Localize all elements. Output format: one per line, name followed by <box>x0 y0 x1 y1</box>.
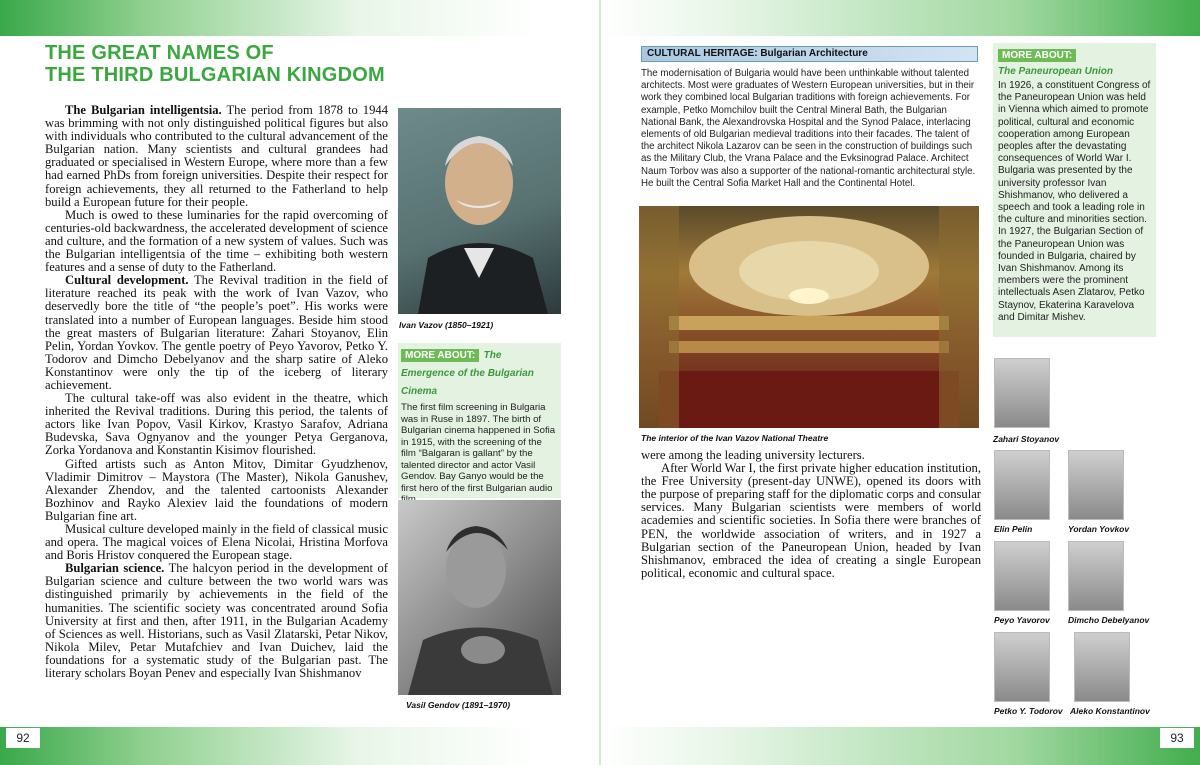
cinema-more-about-box <box>398 343 561 498</box>
page-gutter <box>599 0 601 765</box>
cinema-more-label: MORE ABOUT: <box>401 349 479 362</box>
paneuropean-more-about-box <box>993 43 1156 337</box>
page-number-right: 93 <box>1160 728 1194 748</box>
paragraph-music: Musical culture developed mainly in the field of classical music and opera. The magical voices of Elena Nicolai, Hristina Morfova and Boris Hristov conquered the European stage. <box>45 522 388 563</box>
title-line-2: THE THIRD BULGARIAN KINGDOM <box>45 64 385 86</box>
heritage-body: The modernisation of Bulgaria would have been unthinkable without talented architects. Most were graduates of Western European universities, but in their work they combined local Bulgarian traditions with foreign achievements. For example, Petko Momchilov built the Central Mineral Bath, the Bulgarian National Bank, the Alexandrovska Hospital and the Synod Palace, interlacing elements of old Bulgarian medieval traditions into their facades. The talent of the architect Nikola Lazarov can be seen in the construction of buildings such as the Military Club, the Vrana Palace and the Evksinograd Palace. Architect Naum Torbov was also a supporter of the national-romantic architectural style. He built the Central Sofia Market Hall and the Continental Hotel. <box>641 68 976 189</box>
paneuropean-more-label: MORE ABOUT: <box>998 49 1076 62</box>
lead-science: Bulgarian science. <box>65 561 165 576</box>
paneuropean-body: In 1926, a constituent Congress of the Paneuropean Union was held in Vienna which aimed to promote political, cultural and economic cooperation among European peoples after the devastating consequences of World War I. Bulgaria was presented by the university professor Ivan Shishmanov, who delivered a speech and took a leading role in the culture and minorities section. In 1927, the Bulgarian Section of the Paneuropean Union was founded in Bulgaria, chaired by Ivan Shishmanov. Among its members were the prominent intellectuals Asen Zlatarov, Petko Staynov, Ekaterina Karavelova and Dimitar Mishev. <box>998 80 1151 323</box>
page-number-left: 92 <box>6 728 40 748</box>
caption-pelin: Elin Pelin <box>994 524 1033 534</box>
gendov-caption: Vasil Gendov (1891–1970) <box>406 700 511 710</box>
right-article <box>641 449 981 580</box>
portrait-pelin <box>994 450 1050 520</box>
lead-cultural: Cultural development. <box>65 273 189 288</box>
text-science: The halcyon period in the development of Bulgarian science and culture between the two world wars was distinguished primarily by achievements in the field of the humanities. The scientific society was concentrated around Sofia University at first and then, after 1911, in the Bulgarian Academy of Sciences as well. Historians, such as Vasil Zlatarski, Petar Nikov, Nikola Milev, Petar Mutafchiev and Ivan Duichev, laid the foundations for a systematic study of the Bulgarian past. The literary scholars Boyan Penev and especially Ivan Shishmanov <box>45 561 388 681</box>
left-article <box>45 104 388 680</box>
title-line-1: THE GREAT NAMES OF <box>45 42 274 64</box>
paragraph-cultural <box>45 274 388 392</box>
theatre-caption: The interior of the Ivan Vazov National Theatre <box>641 433 829 443</box>
text-intelligentsia: The period from 1878 to 1944 was brimming with not only distinguished political figures but also with individuals who contributed to the cultural advancement of the Bulgarian nation. Many scientists and cultural grandees had graduated or specialised in Western Europe, where more than a few had earned PhDs from foreign universities. Despite their respect for foreign achievements, they all returned to the Fatherland to help build a European future for their people. <box>45 103 388 209</box>
gendov-figure <box>398 500 561 695</box>
gendov-photo <box>398 500 561 695</box>
heritage-heading: CULTURAL HERITAGE: Bulgarian Architecture <box>641 46 978 62</box>
caption-stoyanov: Zahari Stoyanov <box>993 434 1060 444</box>
caption-yovkov: Yordan Yovkov <box>1068 524 1130 534</box>
theatre-photo <box>639 206 979 428</box>
caption-konstantinov: Aleko Konstantinov <box>1070 706 1150 716</box>
portrait-konstantinov <box>1074 632 1130 702</box>
caption-todorov: Petko Y. Todorov <box>994 706 1063 716</box>
vazov-figure <box>398 108 561 314</box>
theatre-figure <box>639 206 979 428</box>
caption-debelyanov: Dimcho Debelyanov <box>1068 615 1150 625</box>
paneuropean-title: The Paneuropean Union <box>998 66 1114 77</box>
lead-intelligentsia: The Bulgarian intelligentsia. <box>65 103 222 117</box>
paragraph-lecturers: were among the leading university lecturers. <box>641 448 865 462</box>
portrait-yavorov <box>994 541 1050 611</box>
paragraph-intelligentsia <box>45 104 388 209</box>
cinema-title: The Emergence of the Bulgarian Cinema <box>401 350 534 397</box>
portrait-stoyanov <box>994 358 1050 428</box>
paragraph-free-university: After World War I, the first private higher education institution, the Free University (present-day UNWE), opened its doors with the purpose of preparing staff for the diplomatic corps and consular services. Many Bulgarian scientists were members of world academies and scientific societies. In Sofia there were branches of PEN, the worldwide association of writers, and in 1927 a Bulgarian section of the Paneuropean Union, headed by Ivan Shishmanov, embraced the idea of creating a single European political, economic and cultural space. <box>641 461 981 580</box>
caption-yavorov: Peyo Yavorov <box>994 615 1050 625</box>
vazov-photo <box>398 108 561 314</box>
portrait-yovkov <box>1068 450 1124 520</box>
cinema-body: The first film screening in Bulgaria was in Ruse in 1897. The birth of Bulgarian cinema happened in Sofia in 1915, with the screening of the film “Balgaran is gallant” by the talented director and actor Vasil Gendov. Bay Ganyo would be the first hero of the first Bulgarian audio <box>401 402 556 494</box>
vazov-caption: Ivan Vazov (1850–1921) <box>399 320 494 330</box>
paragraph-science <box>45 562 388 680</box>
paragraph-luminaries: Much is owed to these luminaries for the rapid overcoming of centuries-old backwardness, the accelerated development of science and culture, and the formation of a new system of values. Such was the Bulgarian intelligentsia of the time – exhibiting both western features and a sense of duty to the Fatherland. <box>45 207 389 275</box>
text-cultural: The Revival tradition in the field of literature reached its peak with the work of Ivan Vazov, who deservedly bore the title of “the people’s poet”. His works were translated into a number of European languages. Beside him stood the great masters of Bulgarian literature: Zahari Stoyanov, Elin Pelin, Yordan Yovkov. The gentle poetry of Peyo Yavorov, Petko Y. Todorov and Dimcho Debelyanov and the sharp satire of Aleko Konstantinov were only the tip of the iceberg of literary achievement. <box>45 273 389 392</box>
paragraph-theatre: The cultural take-off was also evident in the theatre, which inherited the Revival traditions. During this period, the talents of actors like Ivan Popov, Vasil Kirkov, Krastyo Sarafov, Adriana Budevska, Sava Ognyanov and the younger Petya Gerganova, Zorka Yordanova and Konstantin Kisimov flourished. <box>45 391 388 458</box>
portrait-debelyanov <box>1068 541 1124 611</box>
paragraph-artists: Gifted artists such as Anton Mitov, Dimitar Gyudzhenov, Vladimir Dimitrov – Maystora (The Master), Nikola Ganushev, Alexander Zhendov, and the talented cartoonists Alexander Bozhinov and Rayko Alexiev laid the foundations of modern Bulgarian fine art. <box>45 456 388 523</box>
page-title <box>45 42 395 86</box>
portrait-todorov <box>994 632 1050 702</box>
